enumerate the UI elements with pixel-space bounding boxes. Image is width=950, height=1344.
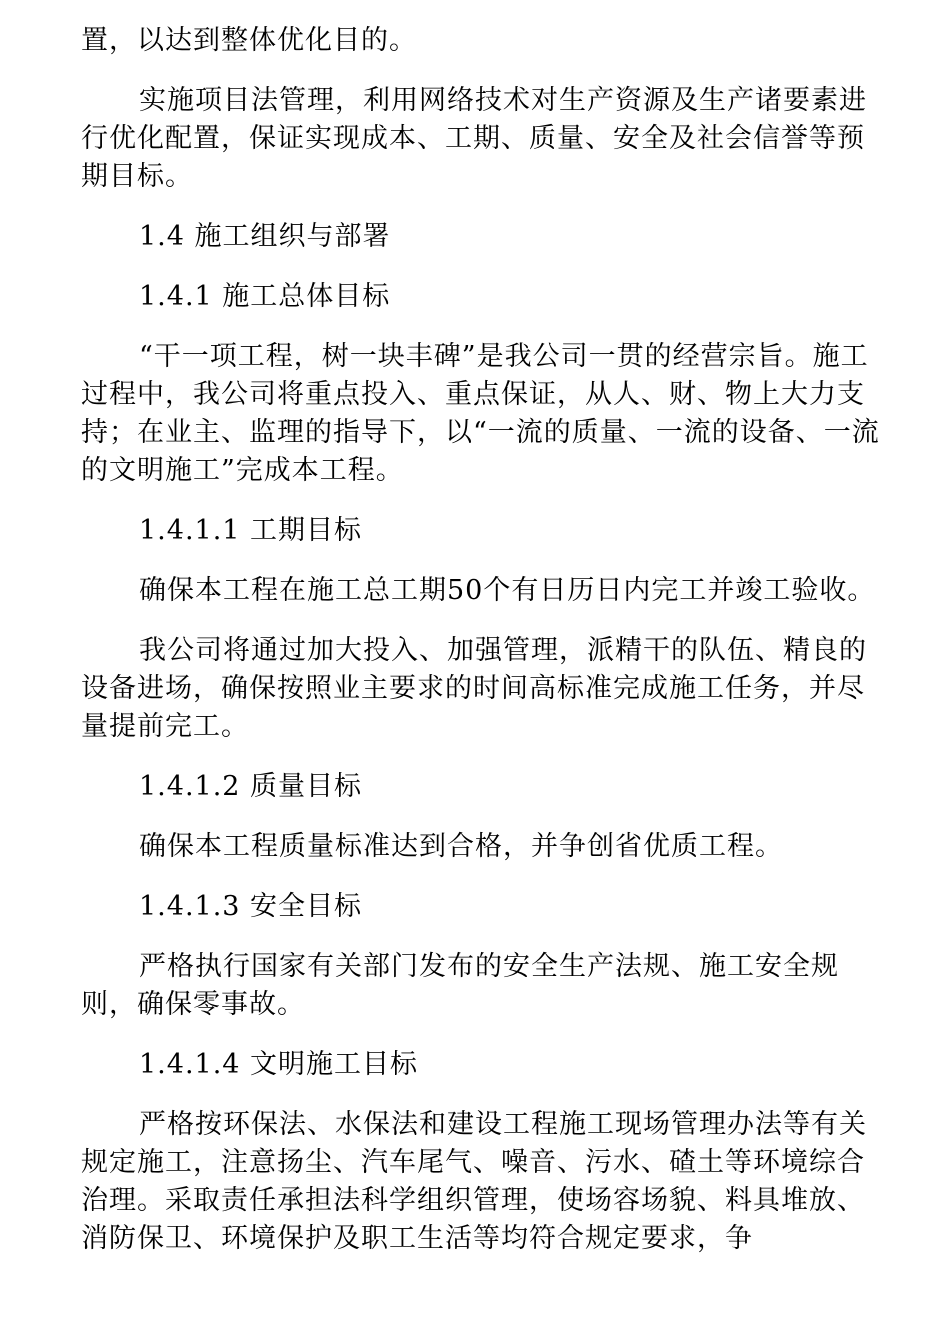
heading-1-4-1-4: 1.4.1.4 文明施工目标 <box>139 1049 419 1080</box>
heading-1-4-1-3: 1.4.1.3 安全目标 <box>139 891 363 922</box>
paragraph-civilized-construction: 严格按环保法、水保法和建设工程施工现场管理办法等有关规定施工，注意扬尘、汽车尾气、噪音、污水、碴土等环境综合治理。采取责任承担法科学组织管理，使场容场貌、料具堆放、消防保卫、环境保护及职工生活等均符合规定要求，争 <box>81 1109 867 1254</box>
paragraph-overall-goal: “干一项工程，树一块丰碑”是我公司一贯的经营宗旨。施工过程中，我公司将重点投入、重点保证，从人、财、物上大力支持；在业主、监理的指导下，以“一流的质量、一流的设备、一流的文明施工”完成本工程。 <box>81 341 880 486</box>
paragraph-safety-goal: 严格执行国家有关部门发布的安全生产法规、施工安全规则，确保零事故。 <box>81 951 839 1020</box>
heading-1-4-1-1: 1.4.1.1 工期目标 <box>139 515 363 546</box>
paragraph-schedule-goal: 确保本工程在施工总工期50个有日历日内完工并竣工验收。 <box>139 575 876 606</box>
paragraph-continuation: 置，以达到整体优化目的。 <box>81 25 417 56</box>
paragraph-quality-goal: 确保本工程质量标准达到合格，并争创省优质工程。 <box>139 831 783 862</box>
heading-1-4-1-2: 1.4.1.2 质量目标 <box>139 771 363 802</box>
heading-1-4: 1.4 施工组织与部署 <box>139 221 391 252</box>
heading-1-4-1: 1.4.1 施工总体目标 <box>139 281 391 312</box>
paragraph-schedule-measures: 我公司将通过加大投入、加强管理，派精干的队伍、精良的设备进场，确保按照业主要求的时间高标准完成施工任务，并尽量提前完工。 <box>81 635 867 742</box>
paragraph-project-management: 实施项目法管理，利用网络技术对生产资源及生产诸要素进行优化配置，保证实现成本、工期、质量、安全及社会信誉等预期目标。 <box>81 85 867 192</box>
document-page <box>81 22 881 1280</box>
